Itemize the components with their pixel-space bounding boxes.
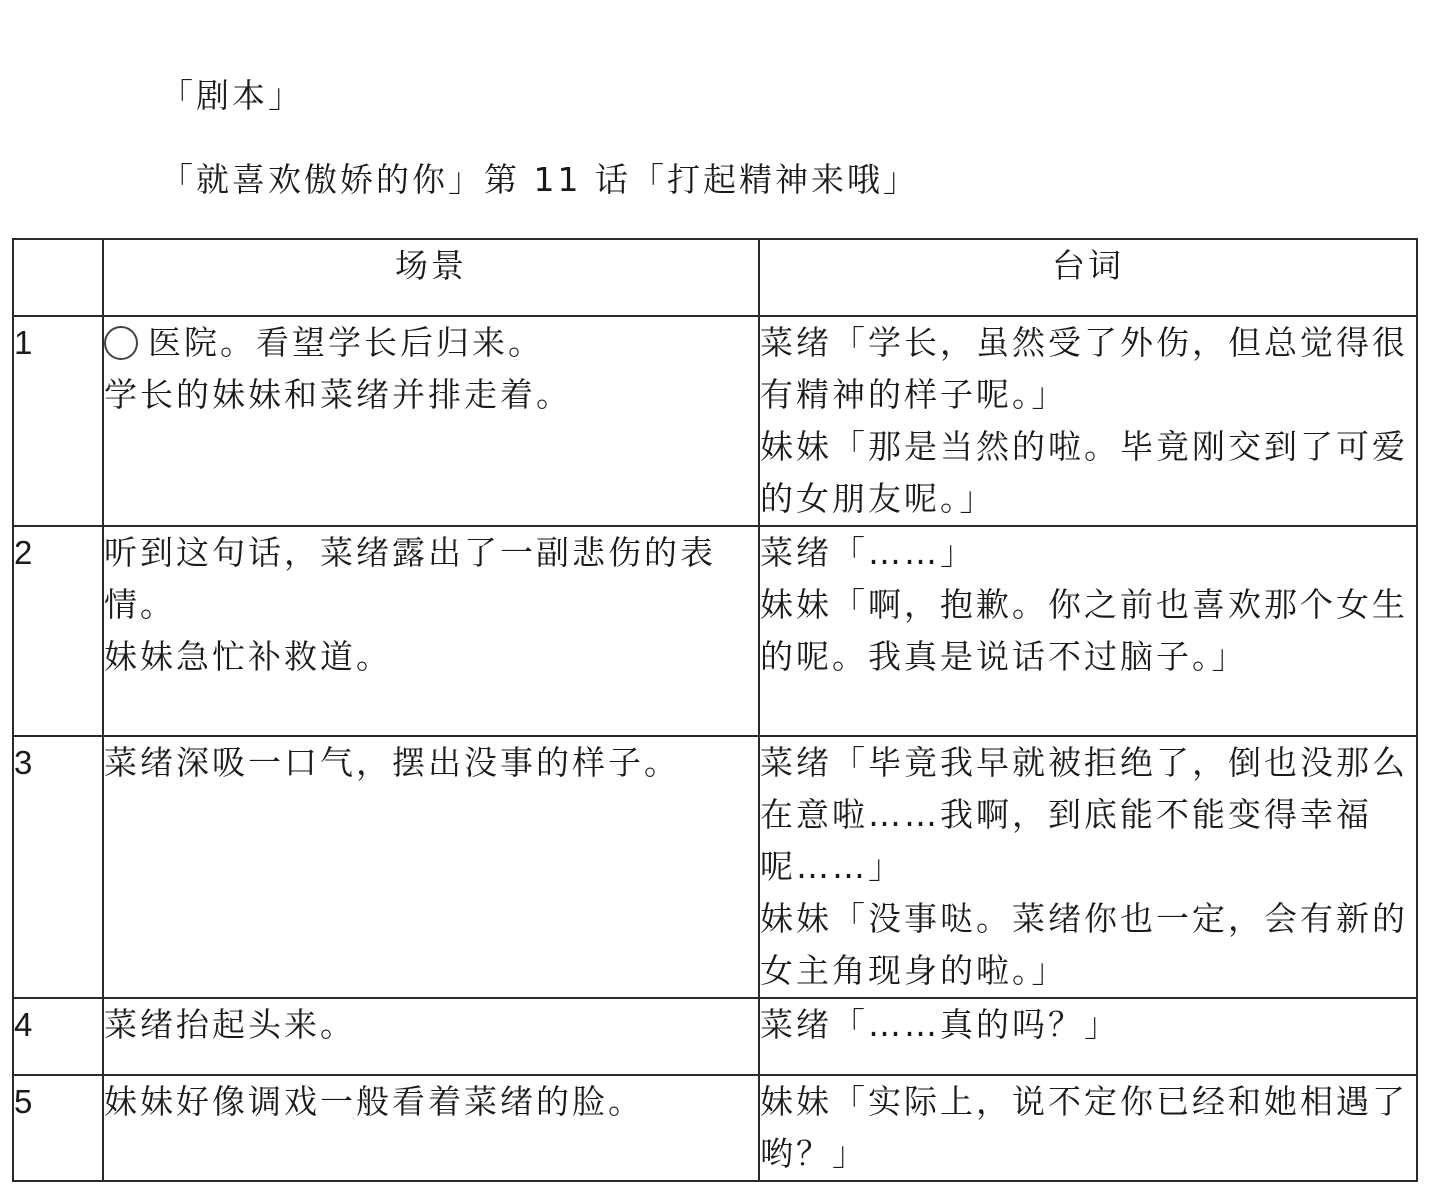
table-row <box>13 526 1417 736</box>
dialogue-cell <box>759 316 1417 526</box>
row-number: 5 <box>13 1075 103 1181</box>
scene-text: 学长的妹妹和菜绪并排走着。 <box>104 375 572 414</box>
dialogue-cell <box>759 998 1417 1075</box>
dialogue-line: 妹妹「实际上，说不定你已经和她相遇了哟？」 <box>760 1082 1408 1173</box>
column-header-scene: 场景 <box>103 239 759 316</box>
row-number: 3 <box>13 736 103 998</box>
scene-text: 医院。看望学长后归来。 <box>104 317 758 369</box>
dialogue-line: 菜绪「学长，虽然受了外伤，但总觉得很有精神的样子呢。」 <box>760 323 1408 414</box>
scene-text: 听到这句话，菜绪露出了一副悲伤的表情。 <box>104 533 716 624</box>
scene-text: 菜绪抬起头来。 <box>104 1005 356 1044</box>
dialogue-line: 菜绪「毕竟我早就被拒绝了，倒也没那么在意啦……我啊，到底能不能变得幸福呢……」 <box>760 743 1408 886</box>
dialogue-line: 菜绪「……」 <box>760 533 976 572</box>
row-number: 4 <box>13 998 103 1075</box>
dialogue-cell <box>759 1075 1417 1181</box>
document-title: 「就喜欢傲娇的你」第 11 话「打起精神来哦」 <box>160 160 919 199</box>
dialogue-line: 妹妹「没事哒。菜绪你也一定，会有新的女主角现身的啦。」 <box>760 899 1408 990</box>
scene-cell <box>103 736 759 998</box>
column-header-number <box>13 239 103 316</box>
dialogue-line: 菜绪「……真的吗？」 <box>760 1005 1120 1044</box>
document-label: 「剧本」 <box>160 76 304 115</box>
scene-text: 妹妹急忙补救道。 <box>104 637 392 676</box>
row-number: 1 <box>13 316 103 526</box>
dialogue-line: 妹妹「那是当然的啦。毕竟刚交到了可爱的女朋友呢。」 <box>760 427 1408 518</box>
column-header-lines: 台词 <box>759 239 1417 316</box>
table-row <box>13 998 1417 1075</box>
table-row <box>13 316 1417 526</box>
script-table <box>12 238 1418 1182</box>
scene-cell <box>103 1075 759 1181</box>
circle-mark-icon <box>104 326 138 360</box>
scene-text: 菜绪深吸一口气，摆出没事的样子。 <box>104 743 680 782</box>
table-header-row <box>13 239 1417 316</box>
dialogue-cell <box>759 526 1417 736</box>
scene-text: 妹妹好像调戏一般看着菜绪的脸。 <box>104 1082 644 1121</box>
table-row <box>13 736 1417 998</box>
scene-cell <box>103 526 759 736</box>
row-number: 2 <box>13 526 103 736</box>
dialogue-line: 妹妹「啊，抱歉。你之前也喜欢那个女生的呢。我真是说话不过脑子。」 <box>760 585 1408 676</box>
scene-cell <box>103 316 759 526</box>
table-row <box>13 1075 1417 1181</box>
scene-cell <box>103 998 759 1075</box>
dialogue-cell <box>759 736 1417 998</box>
